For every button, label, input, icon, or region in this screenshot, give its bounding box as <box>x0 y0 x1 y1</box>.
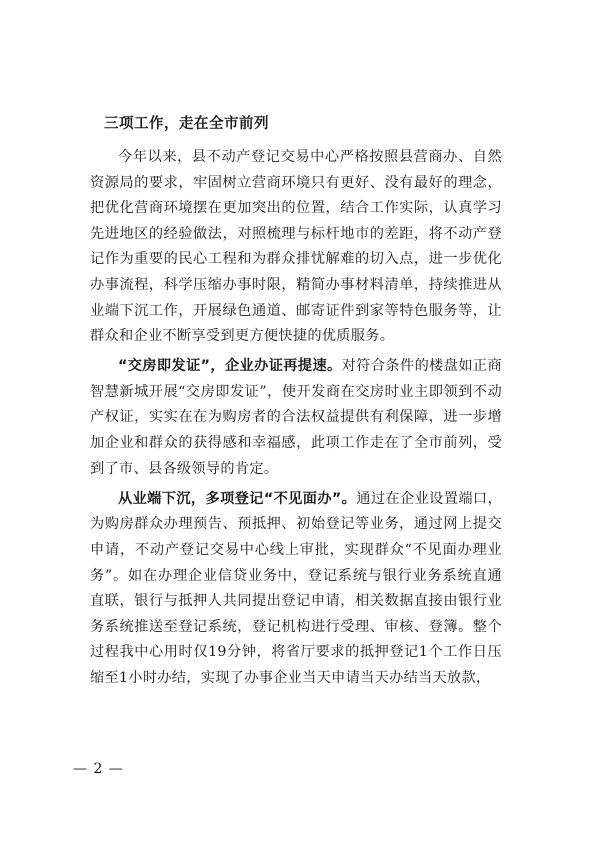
paragraph-lead: 从业端下沉，多项登记“不见面办”。 <box>118 490 357 507</box>
section-heading: 三项工作，走在全市前列 <box>104 116 269 132</box>
paragraph-remote-registration <box>90 487 502 692</box>
paragraph-intro <box>90 145 502 350</box>
paragraph-handover-certificate <box>90 354 502 482</box>
paragraph-text: 通过在企业设置端口，为购房群众办理预告、预抵押、初始登记等业务，通过网上提交申请，不动产登记交易中心线上审批，实现群众“不见面办理业务”。如在办理企业信贷业务中，登记系统与银行业务系统直通直联，银行与抵押人共同提出登记申请，相关数据直接由银行业务系统推送至登记系统，登记机构进行受理、审核、登簿。整个过程我中心用时仅19分钟，将省厅要求的抵押登记1个工作日压缩至1小时办结，实现了办事企业当天申请当天办结当天放款， <box>90 490 502 686</box>
paragraph-text: 对符合条件的楼盘如正商智慧新城开展“交房即发证”，使开发商在交房时业主即领到不动产权证，实实在在为购房者的合法权益提供有利保障，进一步增加企业和群众的获得感和幸福感，此项工作走在了全市前列，受到了市、县各级领导的肯定。 <box>90 358 502 477</box>
document-body <box>90 113 502 696</box>
paragraph-lead: “交房即发证”，企业办证再提速。 <box>118 358 342 375</box>
page-number: — 2 — <box>73 761 124 777</box>
paragraph-text: 今年以来，县不动产登记交易中心严格按照县营商办、自然资源局的要求，牢固树立营商环境只有更好、没有最好的理念，把优化营商环境摆在更加突出的位置，结合工作实际，认真学习先进地区的经验做法，对照梳理与标杆地市的差距，将不动产登记作为重要的民心工程和为群众排忧解难的切入点，进一步优化办事流程，科学压缩办事时限，精简办事材料清单，持续推进从业端下沉工作，开展绿色通道、邮寄证件到家等特色服务等，让群众和企业不断享受到更方便快捷的优质服务。 <box>90 149 502 345</box>
